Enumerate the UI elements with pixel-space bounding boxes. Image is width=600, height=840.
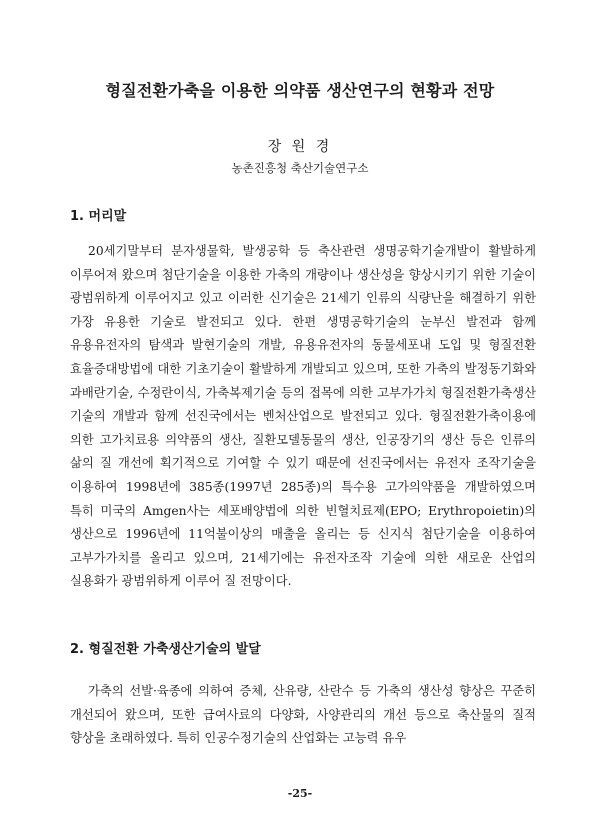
paper-title: 형질전환가축을 이용한 의약품 생산연구의 현황과 전망 bbox=[105, 81, 495, 100]
section-heading-introduction: 1. 머리말 bbox=[70, 209, 127, 224]
author-name: 장 원 경 bbox=[267, 139, 333, 155]
section-heading-transgenic-tech: 2. 형질전환 가축생산기술의 발달 bbox=[70, 642, 261, 657]
page-number: -25- bbox=[287, 787, 313, 800]
section-paragraph-introduction: 20세기말부터 분자생물학, 발생공학 등 축산관련 생명공학기술개발이 활발하게 이루어져 왔으며 첨단기술을 이용한 가축의 개량이나 생산성을 향상시키기 위한 기술이 광범위하게 이루어지고 있고 이러한 신기술은 21세기 인류의 식량난을 해결하기 위한 가장 유용한 기술로 발전되고 있다. 한편 생명공학기술의 눈부신 발전과 함께 유용유전자의 탐색과 발현기술의 개발, 유용유전자의 동물세포내 도입 및 형질전환 효율증대방법에 대한 기초기술이 활발하게 개발되고 있으며, 또한 가축의 발정동기화와 과배란기술, 수정란이식, 가축복제기술 등의 접목에 의한 고부가가치 형질전환가축생산 기술의 개발과 함께 선진국에서는 벤처산업으로 발전되고 있다. 형질전환가축이용에 의한 고가치료용 의약품의 생산, 질환모델동물의 생산, 인공장기의 생산 등은 인류의 삶의 질 개선에 획기적으로 기여할 수 있기 때문에 선진국에서는 유전자 조작기술을 이용하여 1998년에 385종(1997년 285종)의 특수용 고가의약품을 개발하였으며 특히 미국의 Amgen사는 세포배양법에 의한 빈혈치료제(EPO; Erythropoietin)의 생산으로 1996년에 11억불이상의 매출을 올리는 등 신지식 첨단기술을 이용하여 고부가가치를 올리고 있으며, 21세기에는 유전자조작 기술에 의한 새로운 산업의 실용화가 광범위하게 이루어 질 전망이다. bbox=[70, 244, 536, 589]
author-affiliation: 농촌진흥청 축산기술연구소 bbox=[231, 161, 369, 175]
section-paragraph-transgenic-tech: 가축의 선발·육종에 의하여 증체, 산유량, 산란수 등 가축의 생산성 향상은 꾸준히 개선되어 왔으며, 또한 급여사료의 다양화, 사양관리의 개선 등으로 축산물의 질적 향상을 초래하였다. 특히 인공수정기술의 산업화는 고능력 유우 bbox=[70, 684, 536, 746]
